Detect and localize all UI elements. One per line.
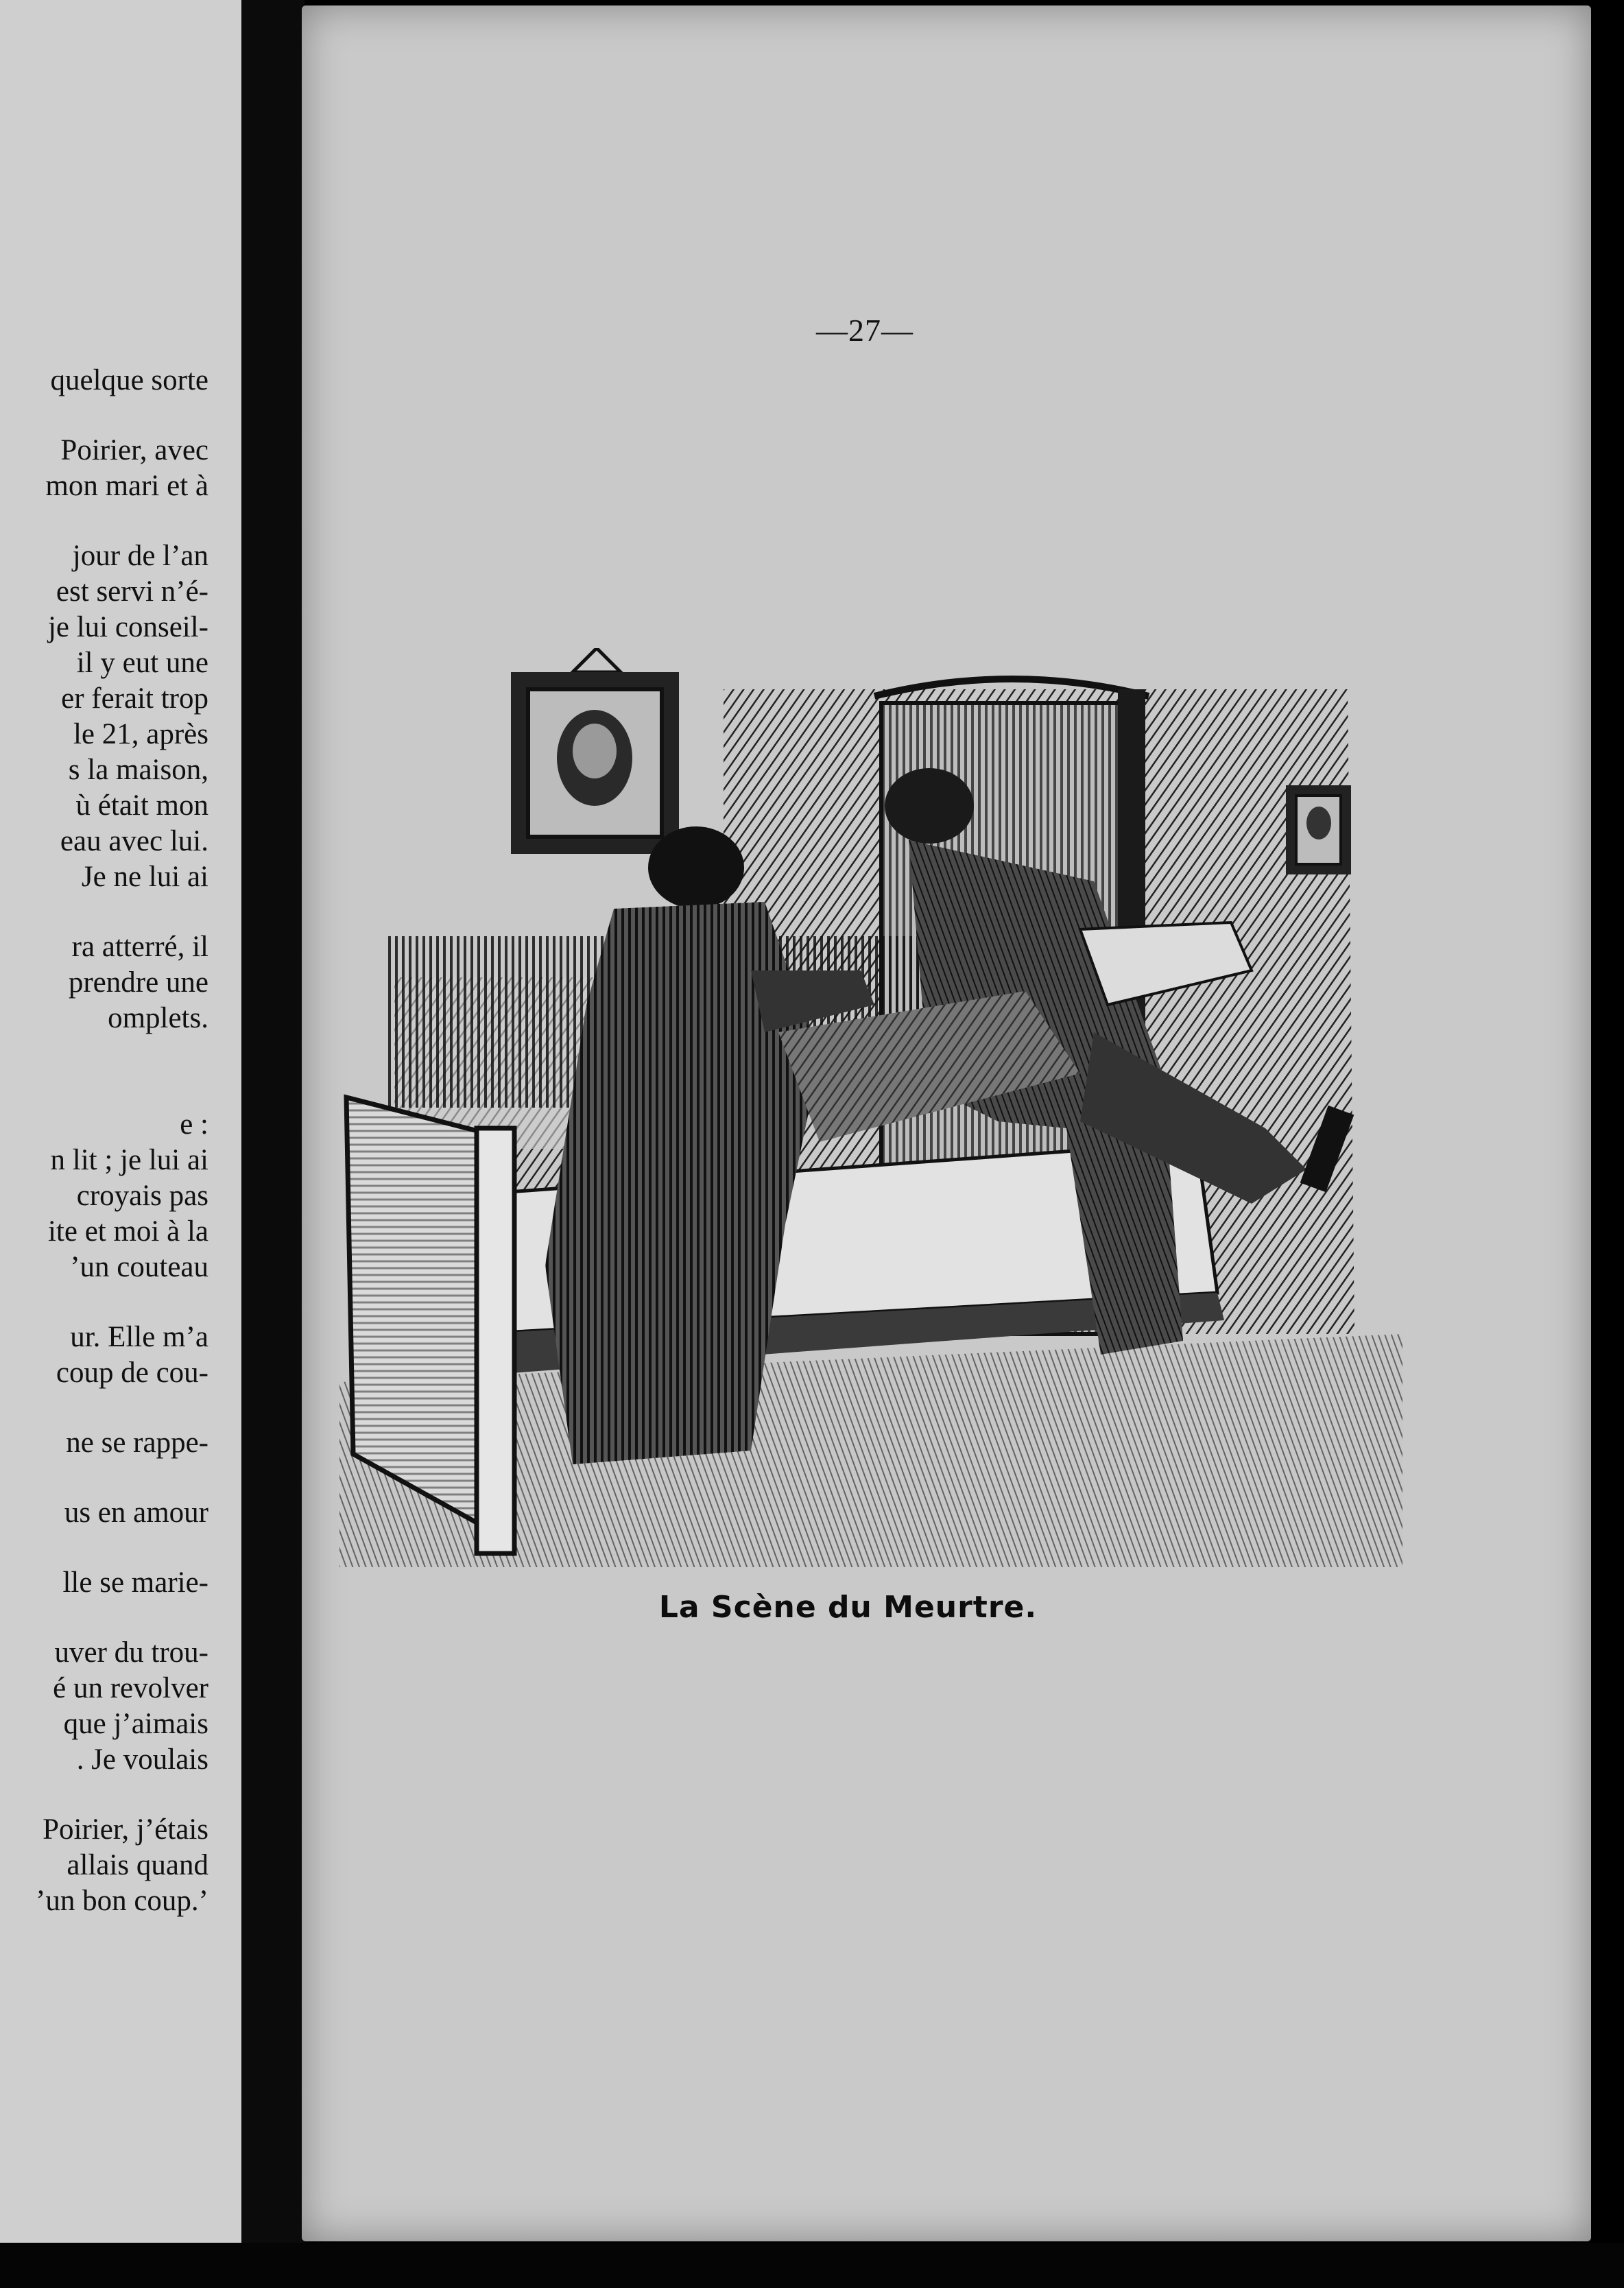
- left-line: le 21, après: [73, 718, 208, 750]
- left-line: ra atterré, il: [71, 931, 208, 963]
- left-line: jour de l’an: [72, 540, 208, 572]
- left-line: que j’aimais: [63, 1708, 208, 1740]
- left-line: ù était mon: [75, 789, 208, 822]
- left-page-fragment: [0, 0, 274, 2288]
- left-line: é un revolver: [53, 1672, 208, 1704]
- left-line: mon mari et à: [45, 470, 208, 502]
- book-gutter: [241, 0, 304, 2288]
- left-line: croyais pas: [76, 1180, 208, 1212]
- scan-border: [0, 2243, 1624, 2288]
- left-line: eau avec lui.: [60, 825, 208, 857]
- left-line: je lui conseil-: [47, 611, 208, 643]
- left-line: er ferait trop: [61, 682, 208, 715]
- left-line: ’un couteau: [70, 1251, 208, 1283]
- left-line: ne se rappe-: [66, 1427, 208, 1459]
- framed-portrait: [511, 648, 679, 854]
- left-line: est servi n’é-: [56, 575, 208, 608]
- left-line: Je ne lui ai: [81, 861, 208, 893]
- left-line: coup de cou-: [56, 1357, 208, 1389]
- left-line: s la maison,: [68, 754, 208, 786]
- left-line: il y eut une: [76, 647, 208, 679]
- left-line: lle se marie-: [62, 1566, 208, 1599]
- illustration-caption: La Scène du Meurtre.: [658, 1590, 1038, 1625]
- left-line: Poirier, j’étais: [43, 1813, 208, 1846]
- left-line: Poirier, avec: [60, 434, 208, 466]
- left-line: uver du trou-: [54, 1636, 208, 1669]
- left-line: us en amour: [64, 1497, 208, 1529]
- left-line: . Je voulais: [76, 1743, 208, 1776]
- left-line: quelque sorte: [50, 364, 208, 396]
- left-line: n lit ; je lui ai: [50, 1144, 208, 1176]
- left-line: ur. Elle m’a: [70, 1321, 208, 1353]
- left-line: allais quand: [67, 1849, 208, 1881]
- page-number: —27—: [816, 313, 914, 348]
- left-line: ’un bon coup.’: [36, 1885, 208, 1917]
- left-line: omplets.: [108, 1002, 208, 1034]
- left-line: prendre une: [68, 966, 208, 999]
- left-line: e :: [180, 1108, 208, 1141]
- murder-scene-engraving: [339, 648, 1402, 1567]
- left-line: ite et moi à la: [47, 1215, 208, 1248]
- small-framed-picture: [1286, 785, 1351, 874]
